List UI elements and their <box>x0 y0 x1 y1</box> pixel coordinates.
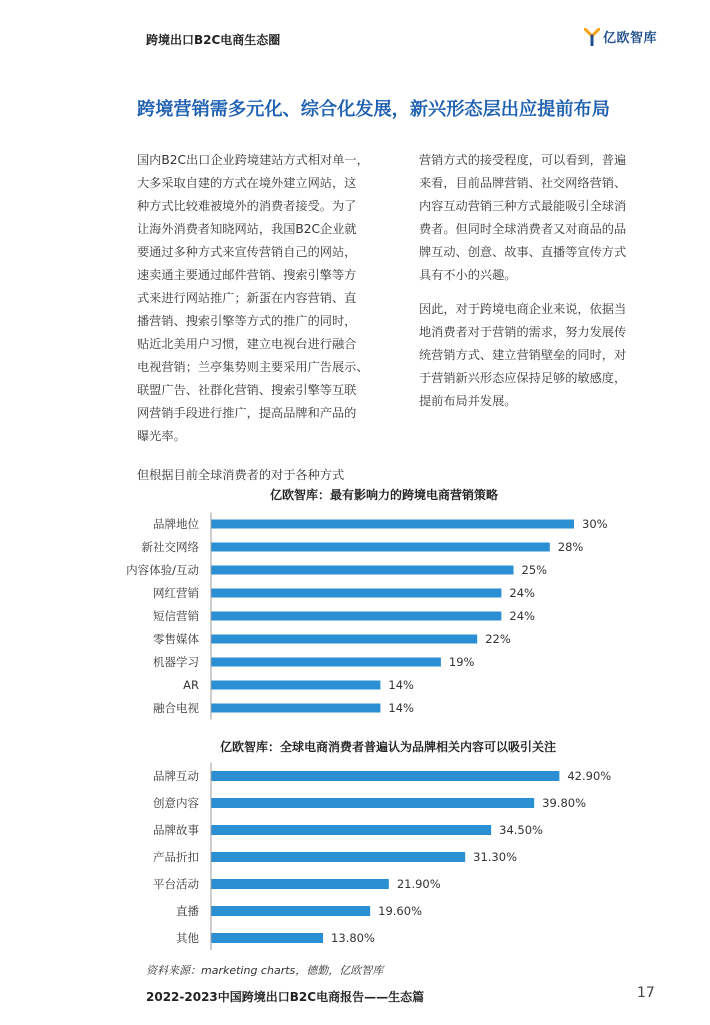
brand-content-chart <box>0 760 710 950</box>
right-paragraph-1-line: 具有不小的兴趣。 <box>419 268 517 282</box>
data-label: 24% <box>509 609 535 623</box>
category-label: 创意内容 <box>153 796 199 810</box>
left-paragraph-line: 要通过多种方式来宣传营销自己的网站， <box>137 245 357 259</box>
chart1-title: 亿欧智库：最有影响力的跨境电商营销策略 <box>270 488 499 502</box>
bar <box>211 704 380 713</box>
page-title: 跨境营销需多元化、综合化发展，新兴形态层出应提前布局 <box>137 99 610 120</box>
left-paragraph-line: 网营销手段进行推广，提高品牌和产品的 <box>137 406 357 420</box>
bar <box>211 852 465 862</box>
chart2-title: 亿欧智库：全球电商消费者普遍认为品牌相关内容可以吸引关注 <box>220 740 557 754</box>
category-label: 直播 <box>176 904 199 918</box>
right-paragraph-1-line: 营销方式的接受程度，可以看到，普遍 <box>419 153 627 167</box>
bar <box>211 825 491 835</box>
left-paragraph <box>137 149 387 448</box>
bar <box>211 798 534 808</box>
category-label: 品牌故事 <box>153 823 199 837</box>
data-label: 13.80% <box>331 931 375 945</box>
right-paragraph-2 <box>419 298 651 413</box>
data-label: 24% <box>509 586 535 600</box>
right-paragraph-1-line: 牌互动、创意、故事、直播等宣传方式 <box>419 245 627 259</box>
category-label: 短信营销 <box>153 609 199 623</box>
data-label: 14% <box>388 678 414 692</box>
left-paragraph-line: 种方式比较难被境外的消费者接受。为了 <box>137 199 357 213</box>
left-column <box>137 149 387 448</box>
left-paragraph-line: 曝光率。 <box>137 429 186 443</box>
category-label: AR <box>183 678 199 692</box>
category-label: 平台活动 <box>153 877 199 891</box>
category-label: 品牌地位 <box>153 517 199 531</box>
data-label: 28% <box>557 540 584 554</box>
bar <box>211 906 370 916</box>
bar <box>211 771 559 781</box>
left-paragraph-line: 播营销、搜索引擎等方式的推广的同时， <box>137 314 357 328</box>
category-label: 零售媒体 <box>153 632 199 646</box>
category-label: 融合电视 <box>153 701 199 715</box>
data-label: 21.90% <box>396 877 441 891</box>
bar <box>211 589 501 598</box>
logo-icon <box>584 28 600 46</box>
data-label: 19% <box>448 655 475 669</box>
category-label: 机器学习 <box>153 655 199 669</box>
right-paragraph-2-line: 提前布局并发展。 <box>419 394 517 408</box>
category-label: 网红营销 <box>153 586 199 600</box>
marketing-strategy-chart <box>0 508 710 730</box>
bar <box>211 635 477 644</box>
category-label: 其他 <box>176 931 199 945</box>
right-paragraph-1-line: 来看，目前品牌营销、社交网络营销、 <box>419 176 627 190</box>
data-label: 42.90% <box>567 769 612 783</box>
category-label: 新社交网络 <box>141 540 199 554</box>
left-paragraph-line: 速卖通主要通过邮件营销、搜索引擎等方 <box>137 268 357 282</box>
data-label: 22% <box>485 632 511 646</box>
right-paragraph-2-line: 地消费者对于营销的需求，努力发展传 <box>419 325 627 339</box>
bar <box>211 543 550 552</box>
data-label: 31.30% <box>473 850 518 864</box>
category-label: 品牌互动 <box>153 769 199 783</box>
bar <box>211 520 574 529</box>
header-title: 跨境出口B2C电商生态圈 <box>146 33 281 47</box>
bar <box>211 612 501 621</box>
left-paragraph-line: 国内B2C出口企业跨境建站方式相对单一， <box>137 153 369 167</box>
bar <box>211 566 514 575</box>
category-label: 产品折扣 <box>153 850 199 864</box>
intro-line: 但根据目前全球消费者的对于各种方式 <box>137 468 345 482</box>
bar <box>211 933 323 943</box>
left-paragraph-line: 式来进行网站推广；新蛋在内容营销、直 <box>137 291 357 305</box>
right-paragraph-2-line: 因此，对于跨境电商企业来说，依据当 <box>419 302 627 316</box>
bar <box>211 681 380 690</box>
data-label: 19.60% <box>378 904 423 918</box>
right-paragraph-1 <box>419 149 651 287</box>
left-paragraph-line: 大多采取自建的方式在境外建立网站，这 <box>137 176 357 190</box>
left-paragraph-line: 让海外消费者知晓网站，我国B2C企业就 <box>137 222 357 236</box>
brand-logo <box>584 27 657 46</box>
category-label: 内容体验/互动 <box>126 563 199 577</box>
left-paragraph-line: 联盟广告、社群化营销、搜索引擎等互联 <box>137 383 357 397</box>
right-paragraph-2-line: 统营销方式、建立营销壁垒的同时，对 <box>419 348 627 362</box>
data-label: 25% <box>521 563 548 577</box>
data-label: 34.50% <box>499 823 543 837</box>
left-paragraph-line: 贴近北美用户习惯，建立电视台进行融合 <box>137 337 357 351</box>
logo-text: 亿欧智库 <box>603 31 658 46</box>
bar <box>211 658 441 667</box>
data-label: 30% <box>582 517 608 531</box>
right-paragraph-1-line: 费者。但同时全球消费者又对商品的品 <box>419 222 627 236</box>
source-note: 资料来源：marketing charts，德勤，亿欧智库 <box>146 964 384 977</box>
data-label: 14% <box>388 701 414 715</box>
footer-title: 2022-2023中国跨境出口B2C电商报告——生态篇 <box>146 990 425 1004</box>
left-paragraph-line: 电视营销；兰亭集势则主要采用广告展示、 <box>137 360 369 374</box>
data-label: 39.80% <box>542 796 587 810</box>
right-paragraph-1-line: 内容互动营销三种方式最能吸引全球消 <box>419 199 627 213</box>
bar <box>211 879 389 889</box>
page-number: 17 <box>637 985 655 1001</box>
right-column <box>419 149 651 413</box>
right-paragraph-2-line: 于营销新兴形态应保持足够的敏感度， <box>419 371 627 385</box>
